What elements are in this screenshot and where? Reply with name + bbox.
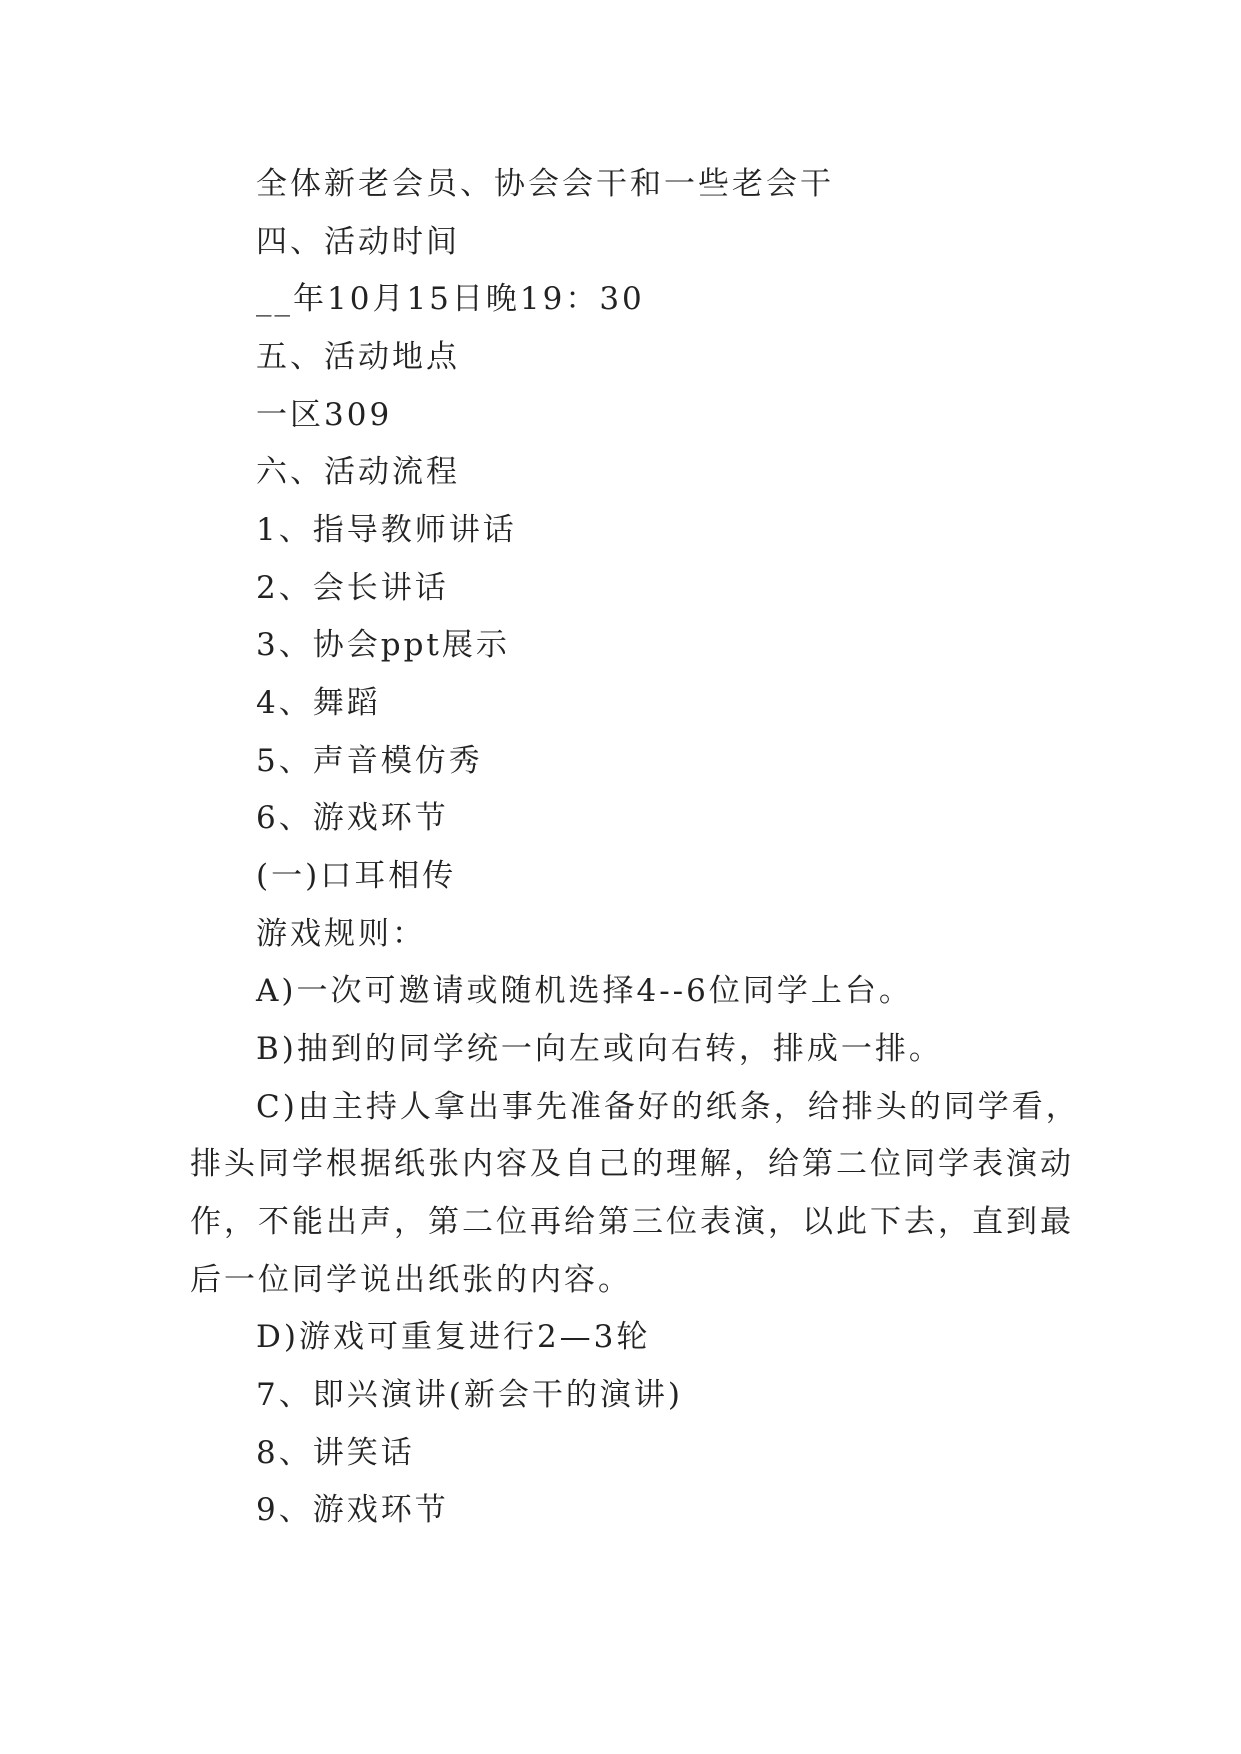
section-heading-time: 四、活动时间 <box>256 224 460 260</box>
game-rules-heading: 游戏规则： <box>256 916 426 952</box>
process-item-7: 7、即兴演讲(新会干的演讲) <box>256 1377 683 1413</box>
game-title: (一)口耳相传 <box>256 858 457 894</box>
rule-a: A)一次可邀请或随机选择4--6位同学上台。 <box>256 973 913 1009</box>
attendees-text: 全体新老会员、协会会干和一些老会干 <box>256 166 834 202</box>
process-item-1: 1、指导教师讲话 <box>256 512 517 548</box>
process-item-9: 9、游戏环节 <box>256 1492 449 1528</box>
process-item-8: 8、讲笑话 <box>256 1435 415 1471</box>
event-location-text: 一区309 <box>256 397 393 433</box>
rule-c-line-1: C)由主持人拿出事先准备好的纸条，给排头的同学看， <box>256 1089 1080 1125</box>
rule-d: D)游戏可重复进行2—3轮 <box>256 1319 651 1355</box>
rule-c-line-2: 排头同学根据纸张内容及自己的理解，给第二位同学表演动 <box>190 1146 1074 1182</box>
process-item-6: 6、游戏环节 <box>256 800 449 836</box>
process-item-3: 3、协会ppt展示 <box>256 627 510 663</box>
section-heading-process: 六、活动流程 <box>256 454 460 490</box>
rule-b: B)抽到的同学统一向左或向右转，排成一排。 <box>256 1031 943 1067</box>
process-item-5: 5、声音模仿秀 <box>256 743 483 779</box>
section-heading-location: 五、活动地点 <box>256 339 460 375</box>
process-item-2: 2、会长讲话 <box>256 570 449 606</box>
process-item-4: 4、舞蹈 <box>256 685 381 721</box>
rule-c-line-3: 作，不能出声，第二位再给第三位表演，以此下去，直到最 <box>190 1204 1074 1240</box>
event-time-text: __年10月15日晚19：30 <box>256 281 645 317</box>
rule-c-line-4: 后一位同学说出纸张的内容。 <box>190 1262 632 1298</box>
